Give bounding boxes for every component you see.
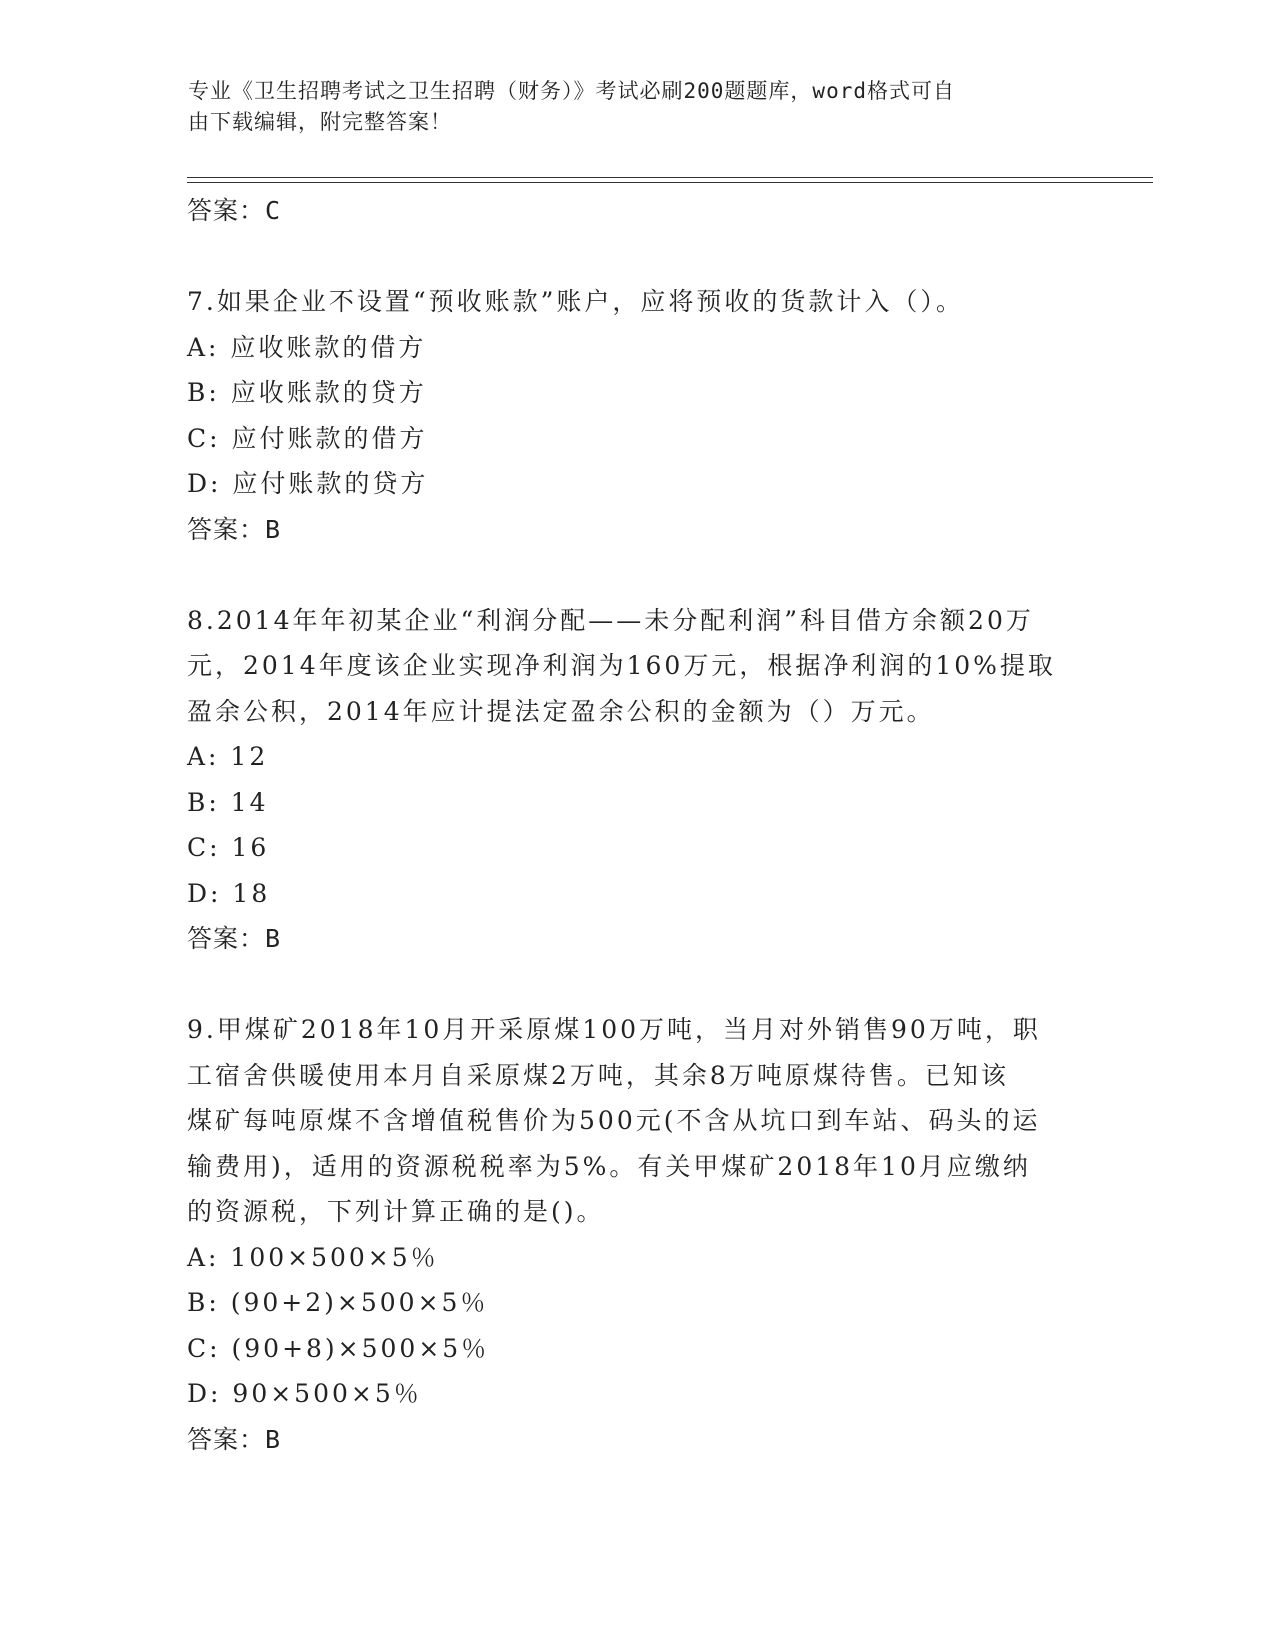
question-block-9	[187, 1007, 1087, 1462]
question-text	[187, 1007, 1087, 1235]
header-line-2: 由下载编辑，附完整答案！	[188, 110, 452, 134]
option-b: B: 应收账款的贷方	[187, 378, 427, 407]
question-block-8	[187, 598, 1087, 962]
question-text	[187, 279, 1087, 325]
option-a: A: 应收账款的借方	[187, 332, 427, 362]
option-d: D: 90×500×5％	[187, 1379, 422, 1408]
document-header	[188, 76, 1068, 138]
option-d: D: 应付账款的贷方	[187, 469, 429, 498]
answer-line: 答案：B	[187, 924, 282, 953]
questions-area	[187, 188, 1087, 1462]
question-line: 7.如果企业不设置“预收账款”账户，应将预收的货款计入（）。	[187, 287, 964, 316]
question-text	[187, 598, 1087, 735]
option-c: C: (90+8)×500×5％	[187, 1333, 490, 1363]
question-line: 元，2014年度该企业实现净利润为160万元，根据净利润的10%提取	[187, 651, 1056, 680]
header-rule-top	[187, 177, 1153, 178]
question-line: 煤矿每吨原煤不含增值税售价为500元(不含从坑口到车站、码头的运	[187, 1106, 1041, 1135]
option-c: C: 16	[187, 833, 270, 862]
option-a: A: 100×500×5％	[187, 1242, 439, 1272]
question-line: 9.甲煤矿2018年10月开采原煤100万吨，当月对外销售90万吨，职	[187, 1015, 1041, 1044]
question-line: 输费用)，适用的资源税税率为5%。有关甲煤矿2018年10月应缴纳	[187, 1151, 1031, 1181]
header-rule-bottom	[187, 182, 1153, 183]
block-gap	[187, 233, 1087, 279]
option-d: D: 18	[187, 878, 271, 908]
option-b: B: 14	[187, 787, 269, 817]
answer-line: 答案：C	[187, 196, 282, 225]
block-gap	[187, 552, 1087, 598]
option-c: C: 应付账款的借方	[187, 423, 428, 453]
option-b: B: (90+2)×500×5％	[187, 1288, 489, 1317]
question-block-7	[187, 279, 1087, 552]
block-gap	[187, 961, 1087, 1007]
question-line: 8.2014年年初某企业“利润分配——未分配利润”科目借方余额20万	[187, 605, 1034, 635]
question-line: 工宿舍供暖使用本月自采原煤2万吨，其余8万吨原煤待售。已知该	[187, 1060, 1009, 1090]
header-line-1: 专业《卫生招聘考试之卫生招聘（财务）》考试必刷200题题库，word格式可自	[188, 79, 955, 103]
answer-line: 答案：B	[187, 514, 282, 544]
answer-line: 答案：B	[187, 1424, 282, 1454]
question-line: 盈余公积，2014年应计提法定盈余公积的金额为（）万元。	[187, 696, 935, 726]
question-line: 的资源税，下列计算正确的是()。	[187, 1197, 605, 1226]
option-a: A: 12	[187, 742, 269, 771]
